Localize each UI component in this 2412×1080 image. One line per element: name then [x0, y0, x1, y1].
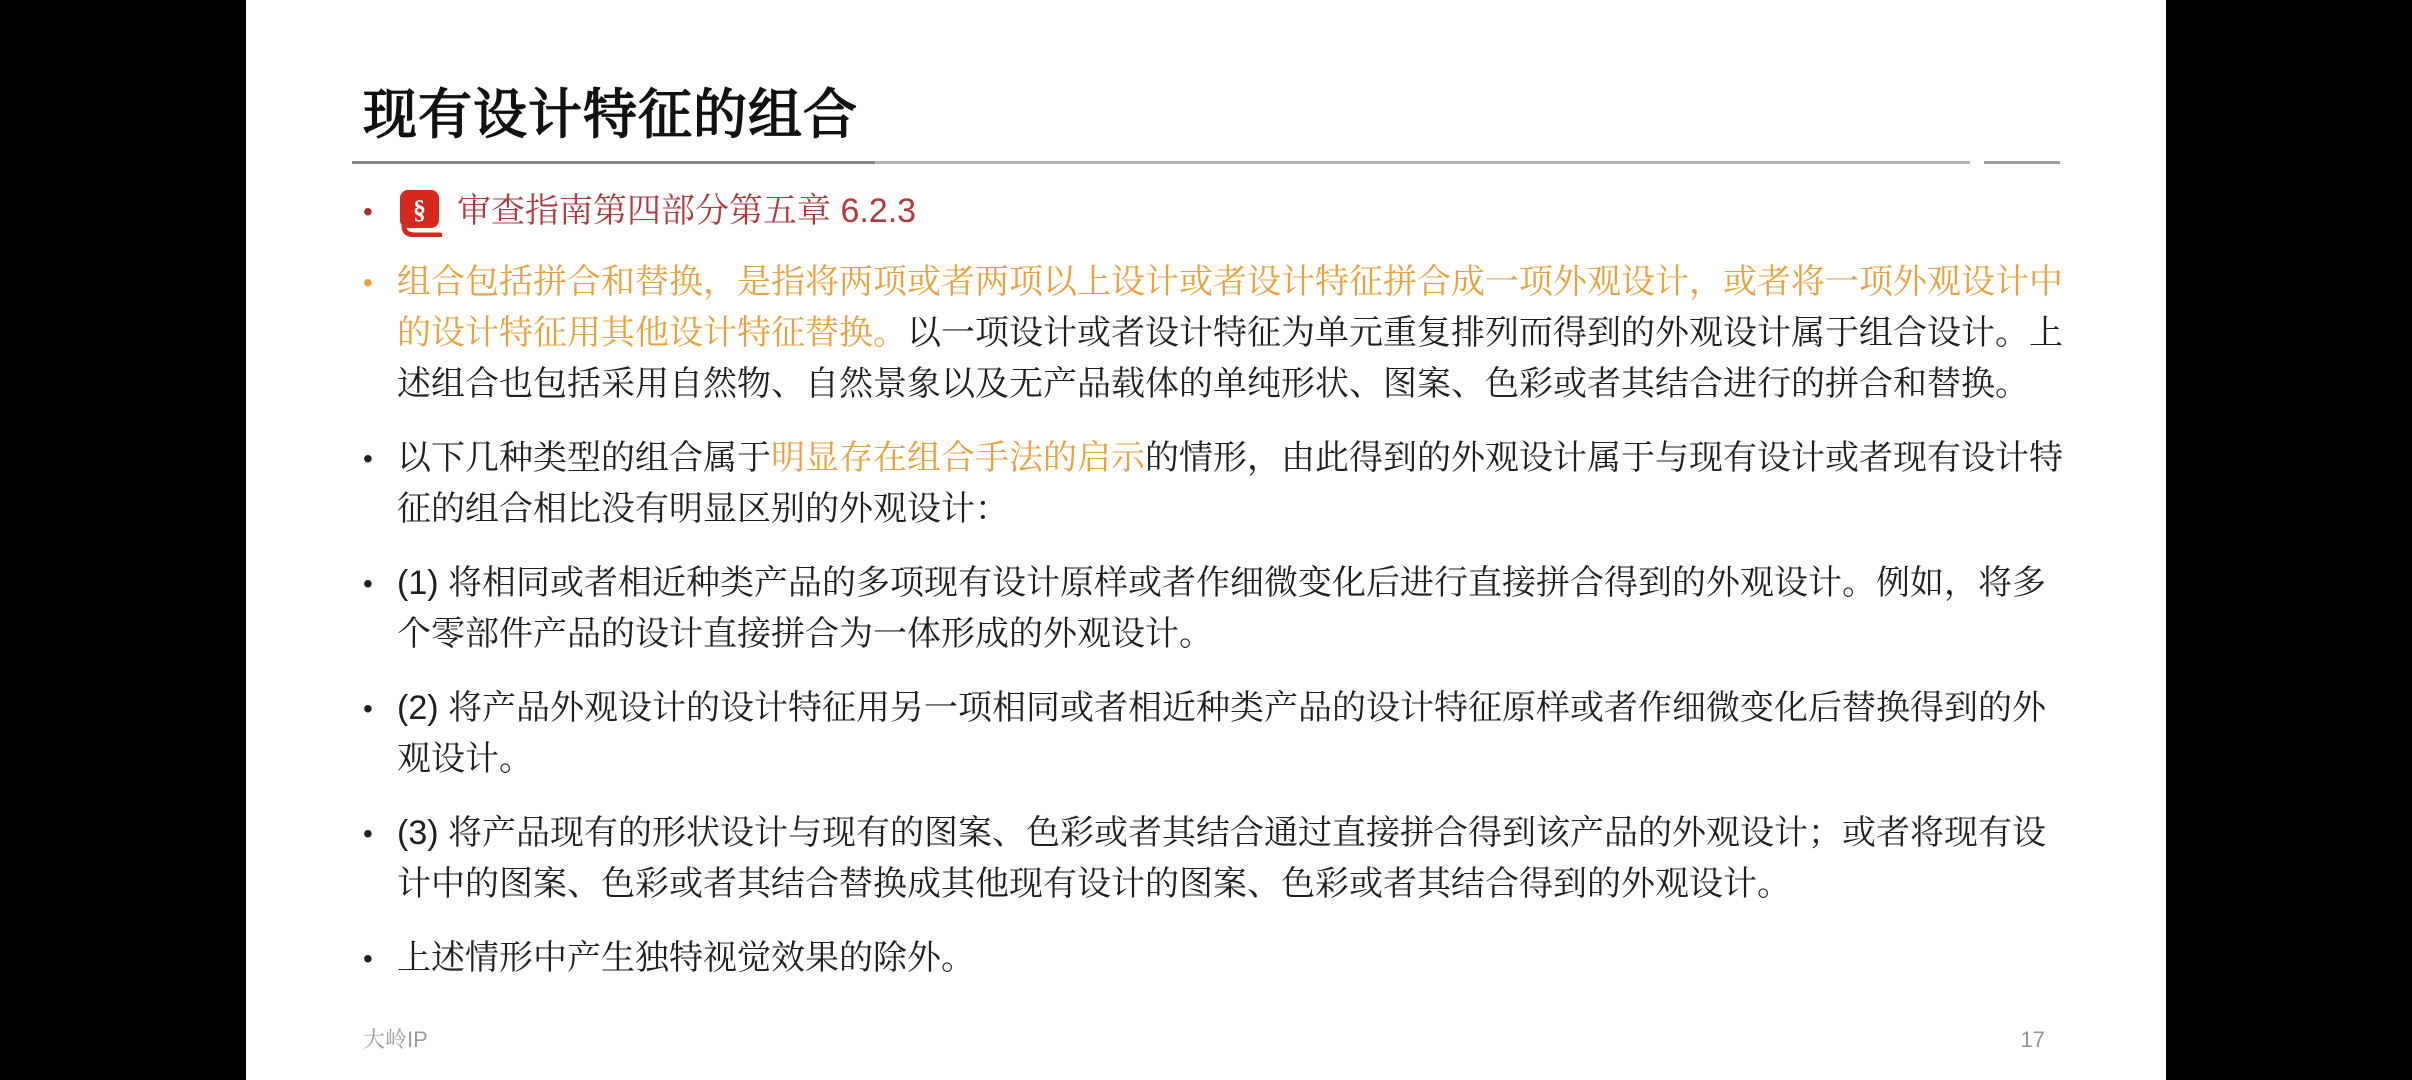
slide-content [363, 0, 2065, 1007]
bullet-item-3 [363, 808, 2065, 910]
bullet-combination-definition [363, 257, 2065, 410]
svg-text:§: § [413, 195, 426, 224]
bullet-guideline-reference [363, 186, 2065, 237]
types-intro-post: 的情形，由此得到的外观设计属于与现有设计或者现有设计特征的组合相比没有明显区别的外观设计： [397, 439, 2063, 528]
combination-definition-text [397, 257, 2065, 410]
section-book-icon [397, 189, 442, 237]
combination-definition-black: 以一项设计或者设计特征为单元重复排列而得到的外观设计属于组合设计。上述组合也包括采用自然物、自然景象以及无产品载体的单纯形状、图案、色彩或者其结合进行的拼合和替换。 [397, 314, 2063, 403]
bullet-types-intro [363, 433, 2065, 535]
page-number: 17 [2020, 1027, 2045, 1052]
exception-text: 上述情形中产生独特视觉效果的除外。 [397, 939, 975, 977]
types-intro-highlight: 明显存在组合手法的启示 [771, 439, 1145, 477]
bullet-exception [363, 933, 2065, 984]
bullet-item-1 [363, 558, 2065, 660]
bullet-dot: • [363, 443, 373, 474]
bullet-item-2 [363, 683, 2065, 785]
item-3-text: (3) 将产品现有的形状设计与现有的图案、色彩或者其结合通过直接拼合得到该产品的外观设计；或者将现有设计中的图案、色彩或者其结合替换成其他现有设计的图案、色彩或者其结合得到的外观设计。 [397, 814, 2046, 903]
bullet-dot: • [363, 196, 373, 227]
combination-definition-orange: 组合包括拼合和替换，是指将两项或者两项以上设计或者设计特征拼合成一项外观设计，或者将一项外观设计中的设计特征用其他设计特征替换。 [397, 263, 2063, 352]
bullet-dot: • [363, 267, 373, 298]
types-intro-text [397, 433, 2065, 535]
slide [246, 0, 2166, 1080]
item-1-text: (1) 将相同或者相近种类产品的多项现有设计原样或者作细微变化后进行直接拼合得到的外观设计。例如，将多个零部件产品的设计直接拼合为一体形成的外观设计。 [397, 564, 2046, 653]
bullet-dot: • [363, 943, 373, 974]
title-underline [352, 161, 2060, 164]
guideline-reference-text: 审查指南第四部分第五章 6.2.3 [457, 192, 917, 230]
bullet-dot: • [363, 568, 373, 599]
page-title: 现有设计特征的组合 [363, 85, 858, 145]
bullet-dot: • [363, 693, 373, 724]
bullet-list [363, 186, 2065, 984]
item-2-text: (2) 将产品外观设计的设计特征用另一项相同或者相近种类产品的设计特征原样或者作细微变化后替换得到的外观设计。 [397, 689, 2046, 778]
types-intro-pre: 以下几种类型的组合属于 [397, 439, 771, 477]
bullet-dot: • [363, 818, 373, 849]
footer-brand: 大岭IP [363, 1027, 428, 1052]
